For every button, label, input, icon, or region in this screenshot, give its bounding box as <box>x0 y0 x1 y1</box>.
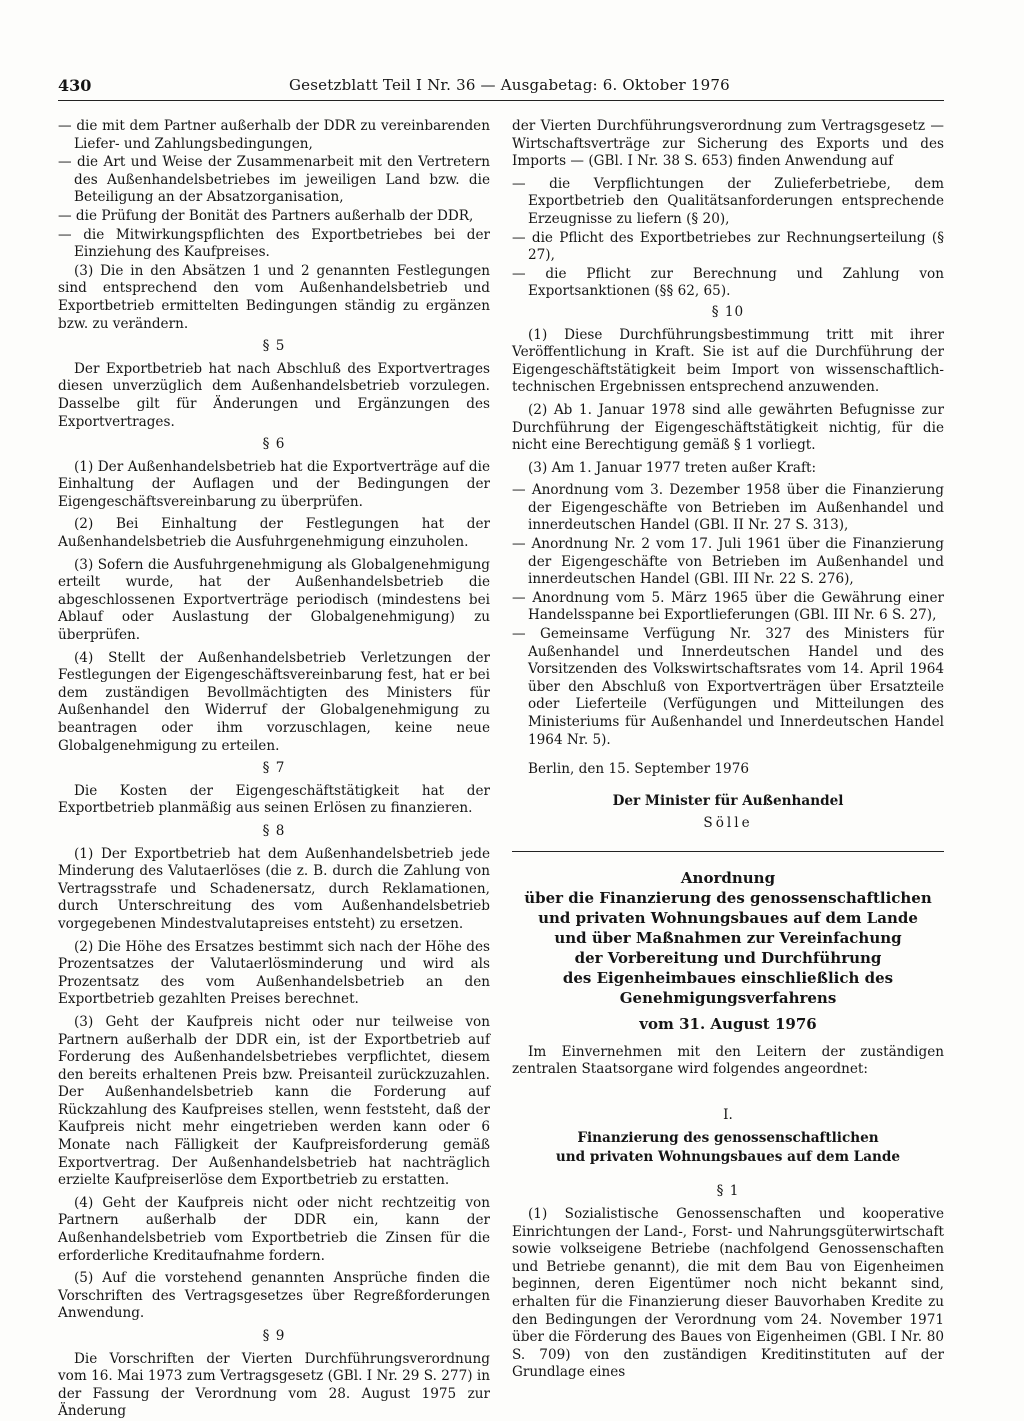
paragraph: (2) Bei Einhaltung der Festlegungen hat der Außenhandelsbetrieb die Ausfuhrgenehmigung einzuholen. <box>58 516 490 551</box>
paragraph: (3) Geht der Kaufpreis nicht oder nur teilweise von Partnern außerhalb der DDR ein, ist der Exportbetrieb auf Forderung des Außenhandelsbetriebes verpflichtet, diesem den bereits erhaltenen Preis bzw. Preisanteil zurückzuzahlen. Der Außenhandelsbetrieb kann die Forderung auf Rückzahlung des Kaufpreises stellen, wenn feststeht, daß der Kaufpreis nicht mehr eingetrieben werden kann oder 6 Monate nach Fälligkeit der Kaufpreisforderung gemäß Exportvertrag. Der Außenhandelsbetrieb hat nachträglich erzielte Kaufpreiserlöse dem Exportbetrieb zu erstatten. <box>58 1013 490 1189</box>
section-heading: § 10 <box>711 303 745 320</box>
title-line: Genehmigungsverfahrens <box>619 988 837 1007</box>
section-heading: § 5 <box>262 338 286 355</box>
repeal-item: — Anordnung vom 5. März 1965 über die Gewährung einer Handelsspanne bei Exportlieferungen (GBl. III Nr. 6 S. 27), <box>512 589 944 624</box>
intro-paragraph: Im Einvernehmen mit den Leitern der zuständigen zentralen Staatsorgane wird folgendes angeordnet: <box>512 1043 944 1078</box>
dash-item: — die Verpflichtungen der Zulieferbetriebe, dem Exportbetrieb den Qualitätsanforderungen entsprechende Erzeugnisse zu liefern (§ 20), <box>512 175 944 227</box>
dash-item: — die Pflicht zur Berechnung und Zahlung von Exportsanktionen (§§ 62, 65). <box>512 265 944 300</box>
dash-item: — die Mitwirkungspflichten des Exportbetriebes bei der Einziehung des Kaufpreises. <box>58 226 490 261</box>
dash-item: — die mit dem Partner außerhalb der DDR zu vereinbarenden Liefer- und Zahlungsbedingungen, <box>58 118 490 152</box>
part-title-line: und privaten Wohnungsbaues auf dem Lande <box>555 1149 901 1166</box>
repeal-item: — Anordnung vom 3. Dezember 1958 über die Finanzierung der Eigengeschäfte von Betrieben im Außenhandel und innerdeutschen Handel (GBl. II Nr. 27 S. 313), <box>512 482 944 534</box>
paragraph: (2) Die Höhe des Ersatzes bestimmt sich nach der Höhe des Prozentsatzes der Valutaerlösminderung und wird als Prozentsatz des vom Außenhandelsbetrieb an den Exportbetrieb gezahlten Preises berechnet. <box>58 938 490 1008</box>
title-line: und privaten Wohnungsbaues auf dem Lande <box>538 908 918 927</box>
paragraph: (5) Auf die vorstehend genannten Ansprüche finden die Vorschriften des Vertragsgesetzes über Regreßforderungen Anwendung. <box>58 1270 490 1322</box>
section-heading: § 7 <box>262 760 286 777</box>
section-heading: § 8 <box>262 822 286 839</box>
title-line: und über Maßnahmen zur Vereinfachung <box>554 928 902 947</box>
paragraph: (1) Der Exportbetrieb hat dem Außenhandelsbetrieb jede Minderung des Valutaerlöses (die z. B. durch die Zahlung von Vertragsstrafe und Schadenersatz, durch Reklamationen, durch Unterschreitung des vom Außenhandelsbetrieb vorgegebenen Mindestvalutapreises entsteht) zu ersetzen. <box>58 845 490 932</box>
dash-item: — die Art und Weise der Zusammenarbeit mit den Vertretern des Außenhandelsbetriebes im jeweiligen Land bzw. die Beteiligung an der Absatzorganisation, <box>58 154 490 206</box>
signatory-organization: Der Minister für Außenhandel <box>612 792 844 809</box>
dash-item: — die Prüfung der Bonität des Partners außerhalb der DDR, <box>58 207 474 224</box>
repeal-item: — Gemeinsame Verfügung Nr. 327 des Ministers für Außenhandel und Innerdeutschen Handel und des Vorsitzenden des Volkswirtschaftsrates vom 14. April 1964 über den Abschluß von Exportverträgen über Ersatzteile oder Lieferteile (Verfügungen und Mitteilungen des Ministeriums für Außenhandel und Innerdeutschen Handel 1964 Nr. 5). <box>512 626 944 748</box>
paragraph: (3) Am 1. Januar 1977 treten außer Kraft: <box>528 459 817 476</box>
title-line: des Eigenheimbaues einschließlich des <box>562 968 894 987</box>
paragraph: der Vierten Durchführungsverordnung zum Vertragsgesetz — Wirtschaftsverträge zur Sicherung des Exports und des Imports — (GBl. I Nr. 38 S. 653) finden Anwendung auf <box>512 118 944 170</box>
section-heading: § 1 <box>716 1183 740 1200</box>
paragraph: (4) Stellt der Außenhandelsbetrieb Verletzungen der Festlegungen der Eigengeschäftsvereinbarung fest, hat er bei dem zuständigen Bevollmächtigten des Ministers für Außenhandel den Widerruf der Globalgenehmigung zu beantragen oder ihm vorzuschlagen, keine neue Globalgenehmigung zu erteilen. <box>58 649 490 754</box>
place-date: Berlin, den 15. September 1976 <box>528 761 750 778</box>
section-divider <box>512 851 944 852</box>
section-heading: § 6 <box>262 436 286 453</box>
right-column <box>512 118 944 1387</box>
title-line: Anordnung <box>680 868 776 887</box>
page-number: 430 <box>58 76 92 95</box>
part-title-line: Finanzierung des genossenschaftlichen <box>577 1130 879 1147</box>
ordinance-date: vom 31. August 1976 <box>639 1014 817 1033</box>
title-line: der Vorbereitung und Durchführung <box>574 948 882 967</box>
paragraph: Die Kosten der Eigengeschäftstätigkeit hat der Exportbetrieb planmäßig aus seinen Erlösen zu finanzieren. <box>58 782 490 817</box>
header-title: Gesetzblatt Teil I Nr. 36 — Ausgabetag: 6. Oktober 1976 <box>289 76 730 94</box>
paragraph: (3) Sofern die Ausfuhrgenehmigung als Globalgenehmigung erteilt wurde, hat der Außenhandelsbetrieb die abgeschlossenen Exportverträge periodisch (mindestens bei Ablauf oder Auslastung der Globalgenehmigung) zu überprüfen. <box>58 556 490 644</box>
paragraph: (1) Sozialistische Genossenschaften und kooperative Einrichtungen der Land-, Forst- und Nahrungsgüterwirtschaft sowie volkseigene Betriebe (nachfolgend Genossenschaften und Betriebe genannt), die mit dem Bau von Eigenheimen beginnen, deren Eigentümer noch nicht bekannt sind, erhalten für die Finanzierung dieser Bauvorhaben Kredite zu den Bedingungen der Verordnung vom 24. November 1971 über die Förderung des Baues von Eigenheimen (GBl. I Nr. 80 S. 709) von den zuständigen Kreditinstituten auf der Grundlage eines <box>512 1205 944 1381</box>
paragraph: (1) Diese Durchführungsbestimmung tritt mit ihrer Veröffentlichung in Kraft. Sie ist auf die Durchführung der Eigengeschäftstätigkeit beim Import von wissenschaftlich-technischen Ergebnissen entsprechend anzuwenden. <box>512 326 944 396</box>
paragraph: (2) Ab 1. Januar 1978 sind alle gewährten Befugnisse zur Durchführung der Eigengeschäftstätigkeit nichtig, für die nicht eine Berechtigung gemäß § 1 vorliegt. <box>512 401 944 454</box>
paragraph: (1) Der Außenhandelsbetrieb hat die Exportverträge auf die Einhaltung der Auflagen und der Bedingungen der Eigengeschäftsvereinbarung zu überprüfen. <box>58 458 490 510</box>
ordinance-title <box>512 868 944 1008</box>
left-column <box>58 118 490 1426</box>
repeal-item: — Anordnung Nr. 2 vom 17. Juli 1961 über die Finanzierung der Eigengeschäfte von Betrieben im Außenhandel und innerdeutschen Handel (GBl. III Nr. 22 S. 276), <box>512 536 944 588</box>
dash-item: — die Pflicht des Exportbetriebes zur Rechnungserteilung (§ 27), <box>512 229 944 264</box>
paragraph: Die Vorschriften der Vierten Durchführungsverordnung vom 16. Mai 1973 zum Vertragsgesetz (GBl. I Nr. 29 S. 277) in der Fassung der Verordnung vom 28. August 1975 zur Änderung <box>58 1350 490 1420</box>
section-heading: § 9 <box>262 1328 286 1344</box>
part-number: I. <box>723 1106 733 1123</box>
page-header <box>58 76 944 98</box>
part-title <box>512 1129 944 1167</box>
paragraph: (3) Die in den Absätzen 1 und 2 genannten Festlegungen sind entsprechend den vom Außenhandelsbetrieb und Exportbetrieb ermittelten Bedingungen ständig zu ergänzen bzw. zu verändern. <box>58 262 490 332</box>
signatory-name: Sölle <box>703 815 753 832</box>
title-line: über die Finanzierung des genossenschaftlichen <box>524 888 932 907</box>
header-rule <box>58 100 944 101</box>
paragraph: Der Exportbetrieb hat nach Abschluß des Exportvertrages diesen unverzüglich dem Außenhandelsbetrieb vorzulegen. Dasselbe gilt für Änderungen und Ergänzungen des Exportvertrages. <box>58 360 490 430</box>
paragraph: (4) Geht der Kaufpreis nicht oder nicht rechtzeitig von Partnern außerhalb der DDR ein, kann der Außenhandelsbetrieb vom Exportbetrieb die Zinsen für die erforderliche Kreditaufnahme fordern. <box>58 1194 490 1264</box>
